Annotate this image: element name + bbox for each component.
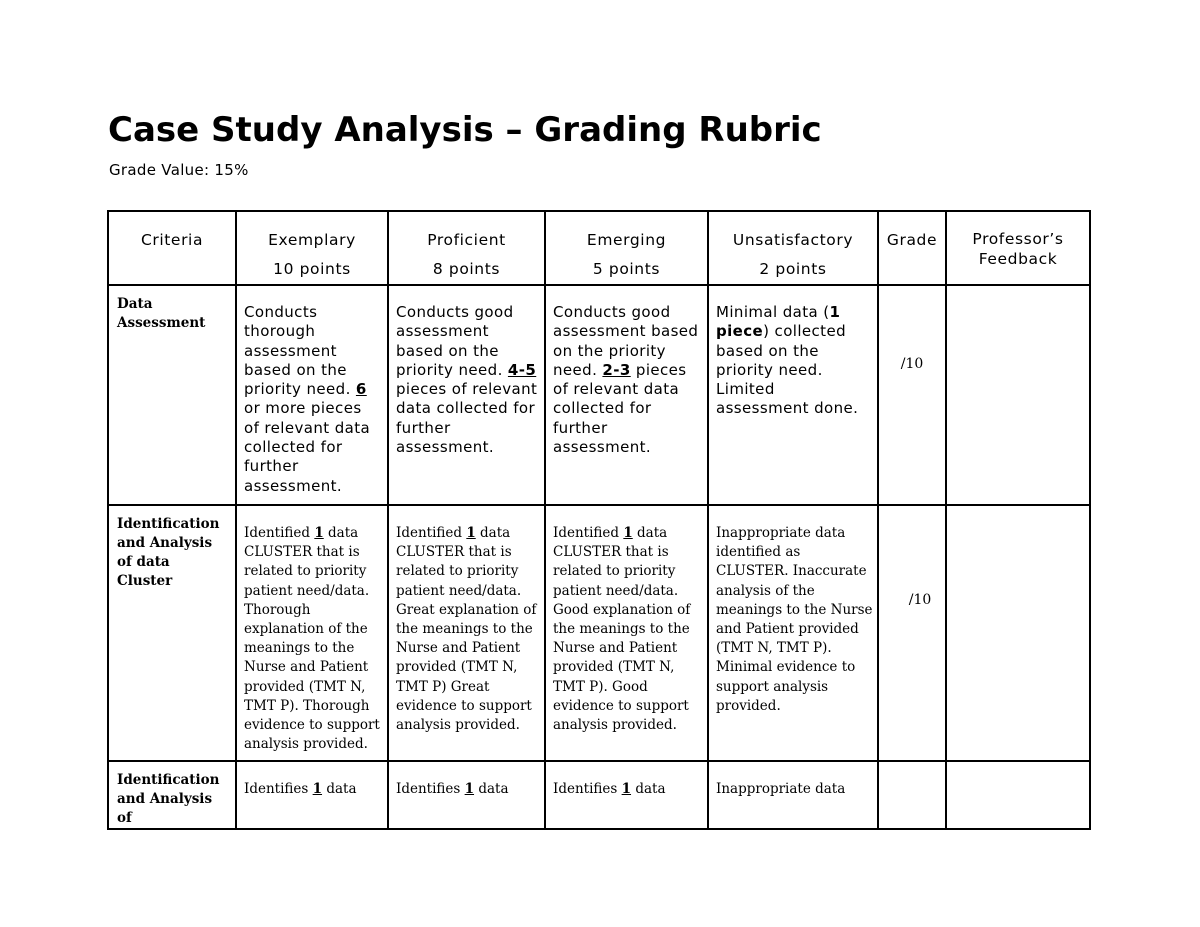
exemplary-cell: Identifies 1 data bbox=[236, 761, 388, 829]
table-row bbox=[108, 761, 1090, 829]
unsatisfactory-cell: Minimal data (1 piece) collected based on the priority need. Limited assessment done. bbox=[708, 285, 878, 505]
feedback-cell[interactable] bbox=[946, 761, 1090, 829]
page-title: Case Study Analysis – Grading Rubric bbox=[108, 110, 822, 150]
proficient-cell: Identified 1 data CLUSTER that is related to priority patient need/data. Great explanation of the meanings to the Nurse and Patient provided (TMT N, TMT P) Great evidence to support analysis provided. bbox=[388, 505, 545, 761]
feedback-cell[interactable] bbox=[946, 285, 1090, 505]
header-exemplary: Exemplary 10 points bbox=[236, 211, 388, 285]
emerging-cell: Identifies 1 data bbox=[545, 761, 708, 829]
header-grade: Grade bbox=[878, 211, 946, 285]
grade-cell[interactable] bbox=[878, 761, 946, 829]
grade-cell[interactable]: /10 bbox=[878, 505, 946, 761]
emerging-cell: Conducts good assessment based on the priority need. 2-3 pieces of relevant data collected for further assessment. bbox=[545, 285, 708, 505]
header-emerging: Emerging 5 points bbox=[545, 211, 708, 285]
header-feedback: Professor’s Feedback bbox=[946, 211, 1090, 285]
grade-cell[interactable]: /10 bbox=[878, 285, 946, 505]
exemplary-cell: Conducts thorough assessment based on the priority need. 6 or more pieces of relevant data collected for further assessment. bbox=[236, 285, 388, 505]
table-row bbox=[108, 285, 1090, 505]
proficient-cell: Identifies 1 data bbox=[388, 761, 545, 829]
criteria-cell: Identification and Analysis of bbox=[108, 761, 236, 829]
feedback-cell[interactable] bbox=[946, 505, 1090, 761]
header-row bbox=[108, 211, 1090, 285]
exemplary-cell: Identified 1 data CLUSTER that is related to priority patient need/data. Thorough explanation of the meanings to the Nurse and Patient provided (TMT N, TMT P). Thorough evidence to support analysis provided. bbox=[236, 505, 388, 761]
table-row bbox=[108, 505, 1090, 761]
criteria-cell: Identification and Analysis of data Cluster bbox=[108, 505, 236, 761]
header-criteria: Criteria bbox=[108, 211, 236, 285]
header-unsatisfactory: Unsatisfactory 2 points bbox=[708, 211, 878, 285]
proficient-cell: Conducts good assessment based on the priority need. 4-5 pieces of relevant data collected for further assessment. bbox=[388, 285, 545, 505]
criteria-cell: Data Assessment bbox=[108, 285, 236, 505]
unsatisfactory-cell: Inappropriate data identified as CLUSTER. Inaccurate analysis of the meanings to the Nurse and Patient provided (TMT N, TMT P). Minimal evidence to support analysis provided. bbox=[708, 505, 878, 761]
unsatisfactory-cell: Inappropriate data bbox=[708, 761, 878, 829]
grade-value: Grade Value: 15% bbox=[109, 161, 249, 179]
rubric-table bbox=[107, 210, 1091, 830]
header-proficient: Proficient 8 points bbox=[388, 211, 545, 285]
emerging-cell: Identified 1 data CLUSTER that is related to priority patient need/data. Good explanation of the meanings to the Nurse and Patient provided (TMT N, TMT P). Good evidence to support analysis provided. bbox=[545, 505, 708, 761]
